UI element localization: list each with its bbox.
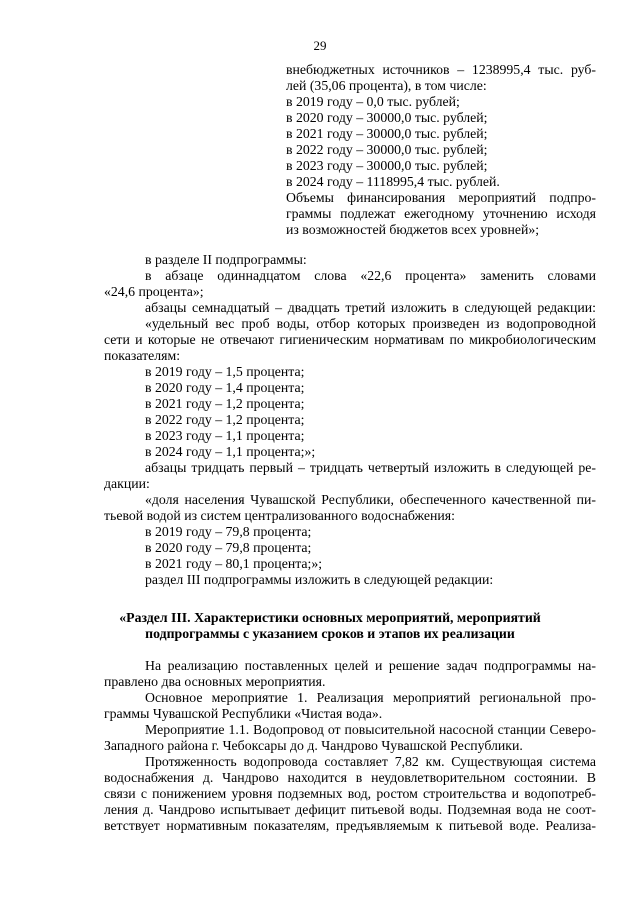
text-line: «24,6 процента»; [104,284,204,299]
text-line: граммы Чувашской Республики «Чистая вода». [104,706,383,721]
text-line: в 2023 году – 30000,0 тыс. рублей; [286,158,488,173]
text-line: в 2024 году – 1,1 процента;»; [145,444,316,459]
heading-line: «Раздел III. Характеристики основных мероприятий, мероприятий [119,610,541,625]
heading-line: подпрограммы с указанием сроков и этапов их реализации [145,626,515,641]
text-line: в 2023 году – 1,1 процента; [145,428,305,443]
text-line: показателям: [104,348,181,363]
text-line: в 2022 году – 1,2 процента; [145,412,305,427]
text-line: в абзаце одиннадцатом слова «22,6 процента» заменить словами [145,268,596,283]
text-line: в 2020 году – 30000,0 тыс. рублей; [286,110,488,125]
text-line: Западного района г. Чебоксары до д. Чандрово Чувашской Республики. [104,738,523,753]
text-line: водоснабжения д. Чандрово находится в неудовлетворительном состоянии. В [104,770,596,785]
text-line: тьевой водой из систем централизованного водоснабжения: [104,508,455,523]
text-line: внебюджетных источников – 1238995,4 тыс. руб- [286,62,596,77]
text-line: в 2019 году – 1,5 процента; [145,364,305,379]
text-line: в 2020 году – 79,8 процента; [145,540,312,555]
text-line: правлено два основных мероприятия. [104,674,326,689]
text-line: в 2021 году – 80,1 процента;»; [145,556,323,571]
text-line: «удельный вес проб воды, отбор которых произведен из водопроводной [145,316,596,331]
text-line: в 2022 году – 30000,0 тыс. рублей; [286,142,488,157]
text-line: в 2020 году – 1,4 процента; [145,380,305,395]
text-line: в 2021 году – 1,2 процента; [145,396,305,411]
text-line: связи с понижением уровня подземных вод, ростом строительства и водопотреб- [104,786,596,801]
text-line: в разделе II подпрограммы: [145,252,307,267]
text-line: дакции: [104,476,150,491]
text-line: в 2021 году – 30000,0 тыс. рублей; [286,126,488,141]
text-line: в 2019 году – 0,0 тыс. рублей; [286,94,460,109]
text-line: На реализацию поставленных целей и решение задач подпрограммы на- [145,658,596,673]
text-line: «доля населения Чувашской Республики, обеспеченного качественной пи- [145,492,596,507]
page-number: 29 [313,38,327,53]
text-line: граммы подлежат ежегодному уточнению исходя [286,206,596,221]
text-line: Протяженность водопровода составляет 7,82 км. Существующая система [145,754,596,769]
text-line: абзацы семнадцатый – двадцать третий изложить в следующей редакции: [145,300,596,315]
text-line: Объемы финансирования мероприятий подпро- [286,190,596,205]
text-line: ветствует нормативным показателям, предъявляемым к питьевой воде. Реализа- [104,818,596,833]
text-line: ления д. Чандрово испытывает дефицит питьевой воды. Подземная вода не соот- [104,802,596,817]
text-line: абзацы тридцать первый – тридцать четвертый изложить в следующей ре- [145,460,596,475]
text-line: раздел III подпрограммы изложить в следующей редакции: [145,572,494,587]
text-line: в 2024 году – 1118995,4 тыс. рублей. [286,174,500,189]
text-line: лей (35,06 процента), в том числе: [286,78,487,93]
text-line: Мероприятие 1.1. Водопровод от повысительной насосной станции Северо- [145,722,596,737]
text-line: сети и которые не отвечают гигиеническим нормативам по микробиологическим [104,332,596,347]
text-line: Основное мероприятие 1. Реализация мероприятий региональной про- [145,690,596,705]
text-line: из возможностей бюджетов всех уровней»; [286,222,540,237]
text-line: в 2019 году – 79,8 процента; [145,524,312,539]
